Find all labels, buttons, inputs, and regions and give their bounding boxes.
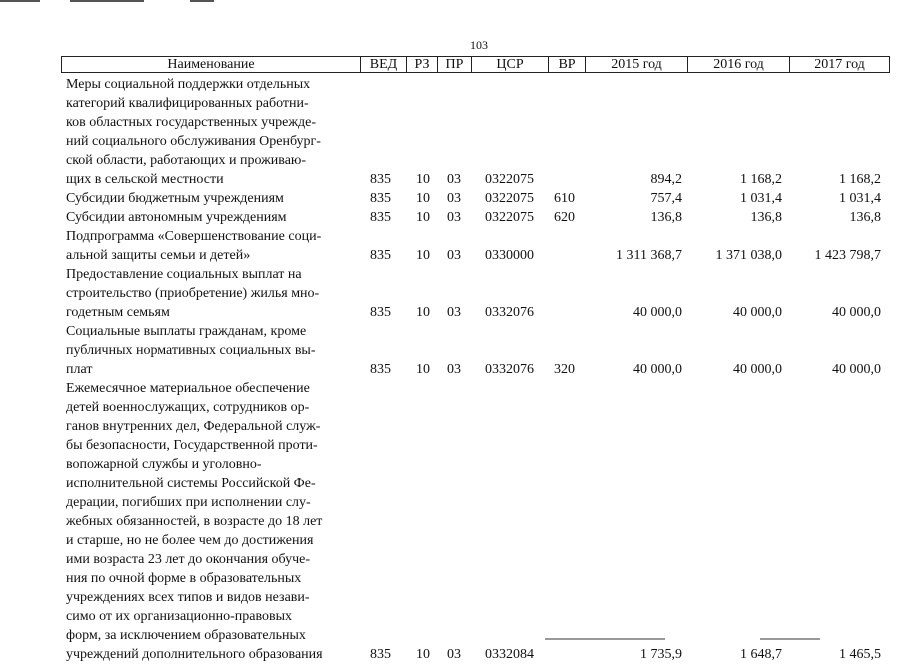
cell-ved: 835 (370, 362, 391, 377)
table-row (0, 208, 905, 227)
header-rz: РЗ (414, 57, 430, 72)
cell-y2017: 1 423 798,7 (814, 248, 881, 263)
cell-csr: 0332084 (485, 647, 534, 662)
cell-ved: 835 (370, 305, 391, 320)
cell-pr: 03 (447, 248, 461, 263)
row-name-line: Субсидии бюджетным учреждениям (66, 191, 284, 206)
table-row (0, 322, 905, 379)
cell-rz: 10 (416, 191, 430, 206)
row-name-line: ков областных государственных учрежде- (66, 115, 317, 130)
cell-ved: 835 (370, 191, 391, 206)
header-ved: ВЕД (369, 57, 398, 72)
cell-csr: 0322075 (485, 210, 534, 225)
cell-y2016: 1 031,4 (740, 191, 782, 206)
cell-rz: 10 (416, 248, 430, 263)
cell-y2016: 1 168,2 (740, 172, 782, 187)
cell-y2016: 1 648,7 (740, 647, 782, 662)
header-2016: 2016 год (713, 57, 764, 72)
row-name-line: Предоставление социальных выплат на (66, 267, 302, 282)
row-name-line: учреждений дополнительного образования (66, 647, 323, 662)
row-name-line: ния по очной форме в образовательных (66, 571, 302, 586)
row-name-line: ской области, работающих и проживаю- (66, 153, 307, 168)
table-header (61, 56, 890, 73)
cell-y2017: 40 000,0 (832, 305, 881, 320)
cell-pr: 03 (447, 362, 461, 377)
cell-y2017: 40 000,0 (832, 362, 881, 377)
row-name-line: Социальные выплаты гражданам, кроме (66, 324, 307, 339)
cell-csr: 0332076 (485, 305, 534, 320)
scan-artifact-line (70, 0, 144, 2)
row-name-line: симо от их организационно-правовых (66, 609, 293, 624)
row-name-line: форм, за исключением образовательных (66, 628, 306, 643)
cell-vr: 320 (554, 362, 575, 377)
row-name-line: вопожарной службы и уголовно- (66, 457, 262, 472)
row-name (66, 227, 358, 265)
cell-csr: 0332076 (485, 362, 534, 377)
row-name (66, 322, 358, 379)
row-name-line: детей военнослужащих, сотрудников ор- (66, 400, 310, 415)
cell-y2016: 136,8 (750, 210, 782, 225)
row-name-line: Меры социальной поддержки отдельных (66, 77, 311, 92)
cell-csr: 0322075 (485, 172, 534, 187)
row-name-line: щих в сельской местности (66, 172, 224, 187)
row-name-line: ганов внутренних дел, Федеральной служ- (66, 419, 321, 434)
cell-pr: 03 (447, 172, 461, 187)
cell-y2016: 40 000,0 (733, 362, 782, 377)
row-name-line: ими возраста 23 лет до окончания обуче- (66, 552, 311, 567)
cell-y2017: 1 168,2 (839, 172, 881, 187)
cell-y2015: 894,2 (650, 172, 682, 187)
row-name (66, 208, 358, 227)
cell-y2015: 136,8 (650, 210, 682, 225)
cell-rz: 10 (416, 305, 430, 320)
table-row (0, 265, 905, 322)
row-name-line: учреждениях всех типов и видов незави- (66, 590, 310, 605)
row-name-line: Субсидии автономным учреждениям (66, 210, 287, 225)
cell-rz: 10 (416, 172, 430, 187)
row-name-line: строительство (приобретение) жилья мно- (66, 286, 320, 301)
table-row (0, 379, 905, 664)
cell-y2016: 1 371 038,0 (715, 248, 782, 263)
cell-rz: 10 (416, 362, 430, 377)
cell-pr: 03 (447, 647, 461, 662)
cell-y2017: 1 465,5 (839, 647, 881, 662)
cell-y2016: 40 000,0 (733, 305, 782, 320)
table-row (0, 75, 905, 189)
page-number: 103 (470, 38, 488, 52)
row-name-line: категорий квалифицированных работни- (66, 96, 309, 111)
row-name-line: плат (66, 362, 93, 377)
row-name-line: Подпрограмма «Совершенствование соци- (66, 229, 322, 244)
header-csr: ЦСР (496, 57, 524, 72)
cell-ved: 835 (370, 248, 391, 263)
cell-pr: 03 (447, 191, 461, 206)
scan-artifact-line (0, 0, 40, 2)
cell-y2017: 1 031,4 (839, 191, 881, 206)
cell-ved: 835 (370, 210, 391, 225)
header-pr: ПР (445, 57, 464, 72)
header-2017: 2017 год (814, 57, 865, 72)
row-name-line: Ежемесячное материальное обеспечение (66, 381, 310, 396)
row-name-line: и старше, но не более чем до достижения (66, 533, 314, 548)
cell-ved: 835 (370, 647, 391, 662)
row-name-line: альной защиты семьи и детей» (66, 248, 251, 263)
cell-rz: 10 (416, 210, 430, 225)
cell-y2015: 40 000,0 (633, 305, 682, 320)
cell-csr: 0322075 (485, 191, 534, 206)
row-name-line: жебных обязанностей, в возрасте до 18 лет (66, 514, 323, 529)
cell-ved: 835 (370, 172, 391, 187)
scan-artifact-line (190, 0, 214, 2)
cell-y2015: 757,4 (650, 191, 682, 206)
header-vr: ВР (558, 57, 576, 72)
row-name-line: дерации, погибших при исполнении слу- (66, 495, 311, 510)
header-2015: 2015 год (611, 57, 662, 72)
row-name-line: бы безопасности, Государственной проти- (66, 438, 318, 453)
cell-pr: 03 (447, 210, 461, 225)
row-name (66, 379, 358, 664)
cell-y2015: 1 311 368,7 (616, 248, 682, 263)
cell-vr: 610 (554, 191, 575, 206)
cell-y2015: 40 000,0 (633, 362, 682, 377)
cell-csr: 0330000 (485, 248, 534, 263)
row-name-line: ний социального обслуживания Оренбург- (66, 134, 321, 149)
table-row (0, 189, 905, 208)
cell-y2017: 136,8 (849, 210, 881, 225)
row-name (66, 75, 358, 189)
header-name: Наименование (167, 57, 255, 72)
row-name (66, 189, 358, 208)
row-name-line: публичных нормативных социальных вы- (66, 343, 316, 358)
row-name (66, 265, 358, 322)
cell-vr: 620 (554, 210, 575, 225)
row-name-line: исполнительной системы Российской Фе- (66, 476, 316, 491)
cell-y2015: 1 735,9 (640, 647, 682, 662)
cell-rz: 10 (416, 647, 430, 662)
table-row (0, 227, 905, 265)
cell-pr: 03 (447, 305, 461, 320)
row-name-line: годетным семьям (66, 305, 170, 320)
